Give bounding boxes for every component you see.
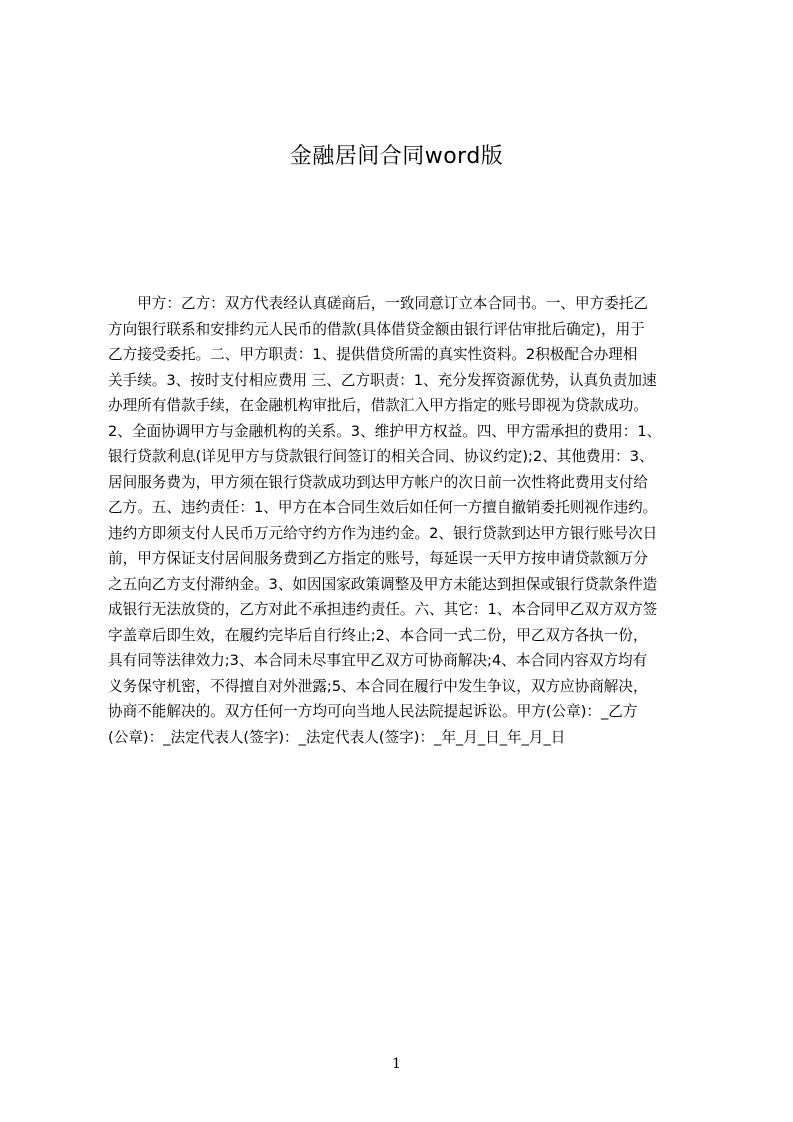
page-number: 1 [392,1056,401,1072]
body-line-4: 关手续。3、按时支付相应费用 三、乙方职责：1、充分发挥资源优势，认真负责加速 [108,371,657,389]
body-line-14: 字盖章后即生效，在履约完毕后自行终止;2、本合同一式二份，甲乙双方各执一份， [108,626,648,644]
body-line-5: 办理所有借款手续，在金融机构审批后，借款汇入甲方指定的账号即视为贷款成功。 [108,397,648,414]
body-line-13: 成银行无法放贷的，乙方对此不承担违约责任。六、其它：1、本合同甲乙双方双方签 [108,601,658,618]
body-line-10: 违约方即须支付人民币万元给守约方作为违约金。2、银行贷款到达甲方银行账号次日 [108,524,658,542]
body-line-8: 居间服务费为，甲方须在银行贷款成功到达甲方帐户的次日前一次性将此费用支付给 [108,473,648,491]
body-line-1: 甲方：乙方：双方代表经认真磋商后，一致同意订立本合同书。一、甲方委托乙 [108,295,648,312]
body-line-7: 银行贷款利息(详见甲方与贷款银行间签订的相关合同、协议约定);2、其他费用：3、 [108,448,654,465]
body-line-9: 乙方。五、违约责任：1、甲方在本合同生效后如任何一方擅自撤销委托则视作违约。 [108,499,658,516]
body-line-3: 乙方接受委托。二、甲方职责：1、提供借贷所需的真实性资料。2积极配合办理相 [108,346,638,363]
body-line-12: 之五向乙方支付滞纳金。3、如因国家政策调整及甲方未能达到担保或银行贷款条件造 [108,575,658,593]
body-line-11: 前，甲方保证支付居间服务费到乙方指定的账号，每延误一天甲方按申请贷款额万分 [108,550,648,567]
contract-body [108,291,698,781]
body-line-16: 义务保守机密，不得擅自对外泄露;5、本合同在履行中发生争议，双方应协商解决， [108,677,648,695]
body-line-6: 2、全面协调甲方与金融机构的关系。3、维护甲方权益。四、甲方需承担的费用：1、 [108,422,662,440]
document-title: 金融居间合同word版 [289,144,504,169]
body-line-17: 协商不能解决的。双方任何一方均可向当地人民法院提起诉讼。甲方(公章)：_乙方 [108,703,638,720]
body-line-2: 方向银行联系和安排约元人民币的借款(具体借贷金额由银行评估审批后确定)，用于 [108,320,645,338]
body-line-15: 具有同等法律效力;3、本合同未尽事宜甲乙双方可协商解决;4、本合同内容双方均有 [108,652,648,669]
body-line-18: (公章)：_法定代表人(签字)：_法定代表人(签字)：_年_月_日_年_月_日 [108,728,566,746]
